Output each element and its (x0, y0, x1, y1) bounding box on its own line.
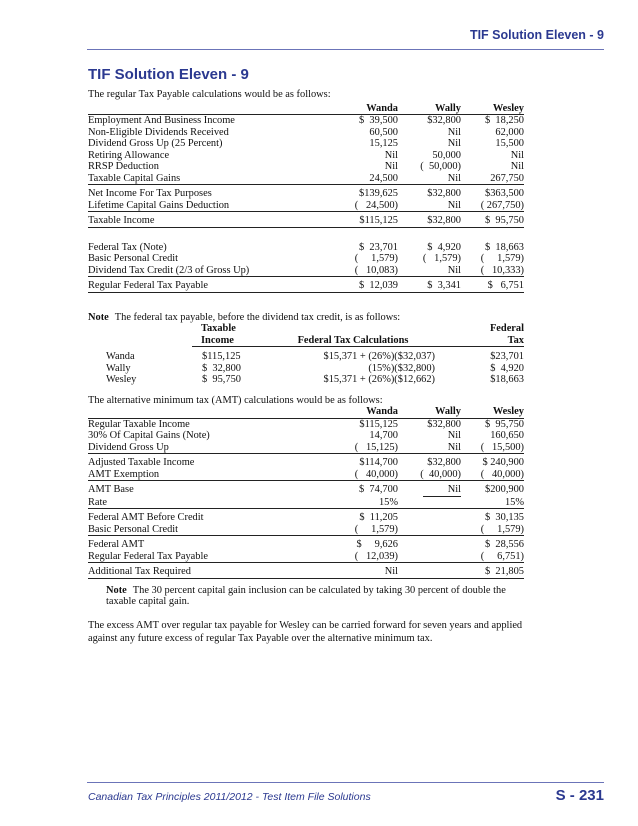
col-header-wanda: Wanda (366, 102, 398, 114)
col-header-wesley: Wesley (492, 102, 524, 114)
table-row: Additional Tax Required Nil $ 21,805 (88, 563, 524, 579)
table-row: Adjusted Taxable Income $114,700 $32,800 $ 240,900 (88, 454, 524, 469)
table-row: Dividend Gross Up ( 15,125) Nil ( 15,500) (88, 441, 524, 453)
solution-body (88, 89, 524, 645)
table-row: Wanda $115,125 $15,371 + (26%)($32,037) $23,701 (106, 350, 524, 362)
amt-intro: The alternative minimum tax (AMT) calculations would be as follows: (88, 394, 383, 406)
table-row: Employment And Business Income $ 39,500 $32,800 $ 18,250 (88, 115, 524, 126)
header-divider (87, 49, 604, 50)
federal-tax-calc-table (88, 323, 524, 386)
table-row: Regular Federal Tax Payable ( 12,039) ( 6,751) (88, 550, 524, 562)
table-row: Retiring Allowance Nil 50,000 Nil (88, 149, 524, 161)
amt-table (88, 406, 524, 579)
table-row: Taxable Capital Gains 24,500 Nil 267,750 (88, 172, 524, 184)
col-header-wally: Wally (435, 102, 461, 114)
note-text: The federal tax payable, before the dividend tax credit, is as follows: (114, 311, 401, 323)
table-row: AMT Exemption ( 40,000) ( 40,000) ( 40,000) (88, 468, 524, 480)
col-header-tax: Tax (435, 335, 524, 347)
table-row: Lifetime Capital Gains Deduction ( 24,500) Nil ( 267,750) (88, 199, 524, 211)
col-header-wesley: Wesley (492, 406, 524, 417)
closing-paragraph: The excess AMT over regular tax payable for Wesley can be carried forward for seven years and applied against any future excess of regular Tax Payable over the alternative minimum tax. (88, 619, 523, 644)
running-header: TIF Solution Eleven - 9 (469, 28, 604, 42)
table-row: Regular Federal Tax Payable $ 12,039 $ 3,341 $ 6,751 (88, 277, 524, 293)
table-row: Taxable Income $115,125 $32,800 $ 95,750 (88, 212, 524, 228)
note-label: Note (88, 311, 109, 323)
footer-divider (87, 782, 604, 783)
table-row: Net Income For Tax Purposes $139,625 $32,800 $363,500 (88, 185, 524, 200)
col-header-taxable: Taxable (201, 323, 236, 334)
table-row: Wesley $ 95,750 $15,371 + (26%)($12,662) $18,663 (106, 374, 524, 385)
col-header-wally: Wally (435, 406, 461, 417)
federal-tax-note (88, 312, 524, 324)
table-header-row (88, 103, 524, 115)
col-header-income: Income (192, 335, 271, 347)
col-header-wanda: Wanda (366, 406, 398, 417)
table-row: Regular Taxable Income $115,125 $32,800 $ 95,750 (88, 418, 524, 430)
table-row: 30% Of Capital Gains (Note) 14,700 Nil 160,650 (88, 430, 524, 441)
table-header-row (88, 406, 524, 418)
table-row: Federal AMT $ 9,626 $ 28,556 (88, 536, 524, 551)
regular-tax-table (88, 103, 524, 293)
table-row: Federal Tax (Note) $ 23,701 $ 4,920 $ 18,663 (88, 241, 524, 253)
table-header-row (88, 335, 524, 347)
table-row: AMT Base $ 74,700 Nil $200,900 (88, 481, 524, 497)
footer-book-title: Canadian Tax Principles 2011/2012 - Test Item File Solutions (88, 791, 371, 803)
table-row: Dividend Gross Up (25 Percent) 15,125 Nil 15,500 (88, 138, 524, 149)
note-label: Note (106, 584, 127, 596)
col-header-federal: Federal (489, 323, 524, 334)
note-text: The 30 percent capital gain inclusion can be calculated by taking 30 percent of double the taxable capital gain. (106, 584, 506, 607)
capital-gain-note (106, 585, 524, 608)
page-number: S - 231 (555, 787, 604, 804)
table-row: Non-Eligible Dividends Received 60,500 Nil 62,000 (88, 126, 524, 138)
table-row: Dividend Tax Credit (2/3 of Gross Up) ( 10,083) Nil ( 10,333) (88, 264, 524, 276)
col-header-calc: Federal Tax Calculations (271, 335, 435, 347)
table-row: Federal AMT Before Credit $ 11,205 $ 30,135 (88, 509, 524, 524)
table-header-row (88, 323, 524, 335)
table-row: Basic Personal Credit ( 1,579) ( 1,579) (88, 523, 524, 535)
regular-intro: The regular Tax Payable calculations would be as follows: (88, 89, 331, 100)
table-row: RRSP Deduction Nil ( 50,000) Nil (88, 161, 524, 172)
table-row: Rate 15% 15% (88, 496, 524, 508)
table-row: Basic Personal Credit ( 1,579) ( 1,579) ( 1,579) (88, 253, 524, 264)
page-title: TIF Solution Eleven - 9 (88, 66, 249, 83)
table-row: Wally $ 32,800 (15%)($32,800) $ 4,920 (106, 362, 524, 374)
